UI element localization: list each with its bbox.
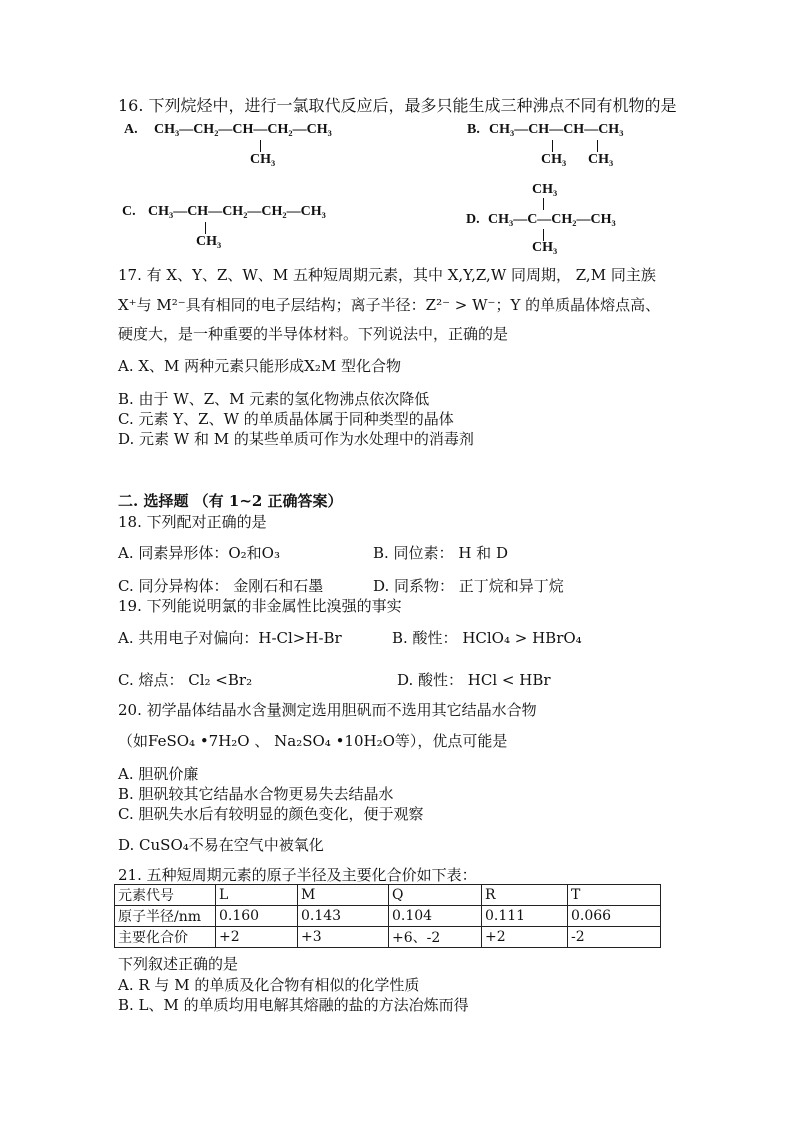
q18-option-b: B. 同位素： H 和 D bbox=[373, 544, 508, 562]
q19-stem: 19. 下列能说明氯的非金属性比溴强的事实 bbox=[118, 597, 402, 615]
q19-option-c: C. 熔点： Cl₂ <Br₂ bbox=[118, 671, 253, 689]
q16-b-branch-2: CH₃ bbox=[588, 152, 614, 167]
q18-option-d: D. 同系物： 正丁烷和异丁烷 bbox=[373, 577, 564, 595]
q19-option-a: A. 共用电子对偏向：H-Cl>H-Br bbox=[118, 629, 342, 647]
q21-option-a: A. R 与 M 的单质及化合物有相似的化学性质 bbox=[118, 976, 420, 994]
q20-option-c: C. 胆矾失水后有较明显的颜色变化，便于观察 bbox=[118, 805, 424, 823]
table-cell: -2 bbox=[568, 927, 661, 948]
table-cell: M bbox=[298, 885, 389, 906]
table-cell: 0.104 bbox=[389, 906, 482, 927]
q16-a-main-chain: CH₃—CH₂—CH—CH₂—CH₃ bbox=[154, 122, 332, 137]
q16-c-label: C. bbox=[122, 204, 136, 219]
q16-a-bond bbox=[260, 140, 261, 152]
q17-stem-line-1: 17. 有 X、Y、Z、W、M 五种短周期元素，其中 X,Y,Z,W 同周期， Z,M 同主族 bbox=[118, 266, 656, 284]
table-cell: 0.111 bbox=[482, 906, 568, 927]
q17-option-d: D. 元素 W 和 M 的某些单质可作为水处理中的消毒剂 bbox=[118, 430, 474, 448]
table-cell: Q bbox=[389, 885, 482, 906]
q16-stem: 16. 下列烷烃中，进行一氯取代反应后，最多只能生成三种沸点不同有机物的是 bbox=[118, 96, 677, 115]
table-cell: 原子半径/nm bbox=[115, 906, 216, 927]
q16-b-main-chain: CH₃—CH—CH—CH₃ bbox=[489, 122, 624, 137]
q16-a-branch: CH₃ bbox=[250, 152, 276, 167]
q21-element-table bbox=[114, 884, 661, 948]
section-2-title: 二. 选择题 （有 1~2 正确答案） bbox=[118, 492, 343, 510]
table-row bbox=[115, 885, 661, 906]
q17-option-c: C. 元素 Y、Z、W 的单质晶体属于同种类型的晶体 bbox=[118, 410, 454, 428]
q17-stem-line-3: 硬度大，是一种重要的半导体材料。下列说法中，正确的是 bbox=[118, 325, 509, 343]
q16-b-bond-2 bbox=[597, 140, 598, 152]
q20-stem-line-2: （如FeSO₄ •7H₂O 、 Na₂SO₄ •10H₂O等），优点可能是 bbox=[118, 732, 508, 750]
q18-stem: 18. 下列配对正确的是 bbox=[118, 513, 267, 531]
q21-stem: 21. 五种短周期元素的原子半径及主要化合价如下表： bbox=[118, 866, 477, 884]
q21-option-b: B. L、M 的单质均用电解其熔融的盐的方法冶炼而得 bbox=[118, 996, 469, 1014]
q16-b-label: B. bbox=[467, 122, 480, 137]
table-cell: +3 bbox=[298, 927, 389, 948]
q18-option-a: A. 同素异形体：O₂和O₃ bbox=[118, 544, 280, 562]
table-cell: 0.143 bbox=[298, 906, 389, 927]
table-cell: 主要化合价 bbox=[115, 927, 216, 948]
q16-d-main-chain: CH₃—C—CH₂—CH₃ bbox=[488, 212, 616, 227]
table-cell: +2 bbox=[482, 927, 568, 948]
q17-stem-line-2: X⁺与 M²⁻具有相同的电子层结构；离子半径：Z²⁻ > W⁻；Y 的单质晶体熔点高、 bbox=[118, 296, 661, 314]
table-cell: 0.160 bbox=[216, 906, 298, 927]
q16-a-label: A. bbox=[124, 122, 138, 137]
q16-b-bond-1 bbox=[552, 140, 553, 152]
table-cell: +6、-2 bbox=[389, 927, 482, 948]
table-cell: 0.066 bbox=[568, 906, 661, 927]
q20-option-a: A. 胆矾价廉 bbox=[118, 765, 199, 783]
q17-option-a: A. X、M 两种元素只能形成X₂M 型化合物 bbox=[118, 357, 401, 375]
table-cell: T bbox=[568, 885, 661, 906]
q21-after-table: 下列叙述正确的是 bbox=[118, 955, 239, 973]
table-cell: R bbox=[482, 885, 568, 906]
q16-c-main-chain: CH₃—CH—CH₂—CH₂—CH₃ bbox=[148, 204, 326, 219]
q16-d-top: CH₃ bbox=[532, 182, 558, 197]
table-cell: +2 bbox=[216, 927, 298, 948]
q16-c-bond bbox=[205, 222, 206, 234]
table-row bbox=[115, 927, 661, 948]
q16-d-bond-top bbox=[543, 198, 544, 210]
q20-option-b: B. 胆矾较其它结晶水合物更易失去结晶水 bbox=[118, 785, 394, 803]
q16-c-branch: CH₃ bbox=[196, 234, 222, 249]
q20-option-d: D. CuSO₄不易在空气中被氧化 bbox=[118, 836, 324, 854]
q19-option-b: B. 酸性： HClO₄ > HBrO₄ bbox=[392, 629, 582, 647]
q17-option-b: B. 由于 W、Z、M 元素的氢化物沸点依次降低 bbox=[118, 390, 430, 408]
q16-d-label: D. bbox=[466, 212, 480, 227]
table-cell: L bbox=[216, 885, 298, 906]
q18-option-c: C. 同分异构体： 金刚石和石墨 bbox=[118, 577, 324, 595]
q19-option-d: D. 酸性： HCl < HBr bbox=[397, 671, 551, 689]
table-row bbox=[115, 906, 661, 927]
q20-stem-line-1: 20. 初学晶体结晶水含量测定选用胆矾而不选用其它结晶水合物 bbox=[118, 701, 537, 719]
table-cell: 元素代号 bbox=[115, 885, 216, 906]
q16-d-bottom: CH₃ bbox=[532, 240, 558, 255]
q16-b-branch-1: CH₃ bbox=[541, 152, 567, 167]
